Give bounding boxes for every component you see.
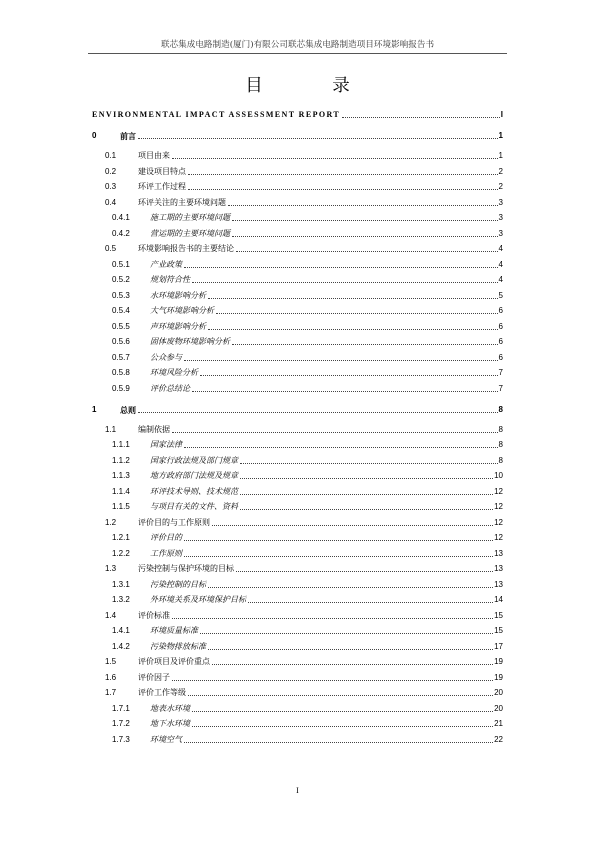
- toc-entry-page: 21: [494, 719, 503, 728]
- toc-entry-page: 4: [498, 259, 503, 269]
- toc-leader-dots: [138, 412, 498, 413]
- toc-entry-label: 环境空气: [150, 734, 182, 744]
- toc-entry[interactable]: [92, 164, 503, 177]
- toc-entry-page: 2: [498, 182, 503, 191]
- toc-leader-dots: [188, 695, 493, 696]
- toc-leader-dots: [192, 282, 498, 283]
- toc-entry-label: 公众参与: [150, 352, 182, 362]
- toc-leader-dots: [240, 463, 498, 464]
- toc-entry-label: 建设项目特点: [138, 166, 186, 176]
- toc-entry-page: 8: [498, 455, 503, 465]
- toc-entry[interactable]: [92, 716, 503, 729]
- toc-entry[interactable]: [92, 437, 503, 450]
- toc-entry[interactable]: [92, 179, 503, 192]
- toc-entry-page: 12: [494, 502, 503, 511]
- toc-leader-dots: [232, 236, 498, 237]
- toc-entry[interactable]: [92, 701, 503, 714]
- toc-leader-dots: [342, 117, 500, 118]
- toc-entry-number: 0.3: [105, 182, 117, 191]
- toc-leader-dots: [188, 189, 498, 190]
- toc-entry[interactable]: [92, 272, 503, 285]
- toc-leader-dots: [240, 509, 493, 510]
- toc-leader-dots: [236, 251, 498, 252]
- toc-entry-label: 项目由来: [138, 151, 170, 160]
- toc-entry-label: 规划符合性: [150, 275, 190, 284]
- toc-entry-label: 总则: [120, 404, 136, 415]
- toc-entry-label: 环评工作过程: [138, 182, 186, 191]
- toc-entry-label: 编制依据: [138, 424, 170, 434]
- toc-entry[interactable]: [92, 732, 503, 745]
- toc-entry[interactable]: [92, 608, 503, 621]
- toc-entry-label: 与项目有关的文件、资料: [150, 502, 238, 511]
- toc-entry-label: 评价工作等级: [138, 688, 186, 697]
- toc-leader-dots: [192, 711, 493, 712]
- toc-entry-page: 3: [498, 197, 503, 207]
- toc-entry-number: 0.5.8: [112, 368, 130, 377]
- toc-leader-dots: [172, 618, 493, 619]
- toc-entry[interactable]: [92, 226, 503, 239]
- toc-entry-label: 污染物排放标准: [150, 641, 206, 651]
- toc-leader-dots: [184, 556, 493, 557]
- toc-entry-page: 7: [498, 383, 503, 393]
- toc-entry-page: 8: [498, 440, 503, 449]
- toc-entry-label: 环境影响报告书的主要结论: [138, 244, 234, 253]
- toc-leader-dots: [232, 220, 498, 221]
- toc-entry-number: 1.7: [105, 688, 117, 697]
- toc-entry[interactable]: [92, 195, 503, 208]
- toc-entry-label: 产业政策: [150, 259, 182, 269]
- toc-entry[interactable]: [92, 654, 503, 667]
- toc-entry-page: 6: [498, 321, 503, 331]
- toc-entry-page: 4: [498, 244, 503, 253]
- toc-entry-label: 环境质量标准: [150, 626, 198, 635]
- toc-leader-dots: [236, 571, 493, 572]
- toc-entry-label: 评价总结论: [150, 383, 190, 393]
- page-header: 联芯集成电路制造(厦门)有限公司联芯集成电路制造项目环境影响报告书: [88, 38, 507, 54]
- toc-entry[interactable]: [92, 334, 503, 347]
- toc-entry-number: 0.2: [105, 166, 117, 176]
- toc-entry[interactable]: [92, 561, 503, 574]
- toc-entry-label: 大气环境影响分析: [150, 306, 214, 315]
- toc-entry-number: 0.5.7: [112, 352, 130, 362]
- toc-entry-page: 6: [498, 352, 503, 362]
- toc-entry-label: 环境风险分析: [150, 368, 198, 377]
- toc-entry[interactable]: [92, 530, 503, 543]
- toc-entry-label: 环评关注的主要环境问题: [138, 197, 226, 207]
- toc-entry[interactable]: [92, 453, 503, 466]
- toc-entry-label: ENVIRONMENTAL IMPACT ASSESSMENT REPORT: [92, 110, 341, 119]
- toc-entry[interactable]: [92, 468, 503, 481]
- toc-entry-label: 水环境影响分析: [150, 290, 206, 300]
- toc-leader-dots: [184, 360, 498, 361]
- toc-entry-page: 3: [498, 213, 503, 222]
- toc-entry-label: 施工期的主要环境问题: [150, 213, 230, 222]
- toc-entry-page: 13: [494, 579, 503, 589]
- toc-entry-number: 0.4: [105, 197, 117, 207]
- toc-entry-number: 1.2: [105, 517, 117, 527]
- toc-entry-label: 污染控制的目标: [150, 579, 206, 589]
- toc-entry-number: 1.1.4: [112, 486, 130, 496]
- toc-leader-dots: [200, 633, 493, 634]
- toc-leader-dots: [208, 329, 498, 330]
- toc-entry-number: 0.5.4: [112, 306, 130, 315]
- toc-entry[interactable]: [92, 148, 503, 161]
- toc-leader-dots: [232, 344, 498, 345]
- toc-entry-label: 前言: [120, 131, 136, 141]
- toc-entry-page: 12: [494, 533, 503, 542]
- toc-entry-number: 1.2.1: [112, 533, 130, 542]
- toc-entry[interactable]: [92, 639, 503, 652]
- toc-leader-dots: [228, 205, 498, 206]
- toc-entry-number: 1.2.2: [112, 548, 130, 558]
- toc-leader-dots: [192, 391, 498, 392]
- toc-entry-page: 8: [498, 424, 503, 434]
- toc-entry-page: 8: [498, 404, 503, 414]
- toc-entry-page: 10: [494, 471, 503, 480]
- toc-entry-number: 1.1.1: [112, 440, 130, 449]
- toc-entry[interactable]: [92, 685, 503, 698]
- toc-entry[interactable]: [92, 577, 503, 590]
- toc-entry-number: 1.4.2: [112, 641, 130, 651]
- toc-entry-label: 评价因子: [138, 672, 170, 682]
- toc-entry-number: 1.1.5: [112, 502, 130, 511]
- toc-entry-label: 污染控制与保护环境的目标: [138, 564, 234, 573]
- toc-entry-number: 1.5: [105, 657, 117, 666]
- toc-entry-number: 1.3.1: [112, 579, 130, 589]
- toc-entry-label: 地下水环境: [150, 719, 190, 728]
- toc-entry-label: 国家行政法规及部门规章: [150, 455, 238, 465]
- toc-entry-label: 评价标准: [138, 610, 170, 620]
- toc-entry-number: 0.1: [105, 151, 117, 160]
- toc-entry-number: 1.1.3: [112, 471, 130, 480]
- toc-entry[interactable]: [92, 402, 503, 415]
- toc-entry-label: 评价项目及评价重点: [138, 657, 210, 666]
- toc-leader-dots: [212, 525, 493, 526]
- toc-entry-label: 声环境影响分析: [150, 321, 206, 331]
- toc-entry-number: 0.5.6: [112, 337, 130, 346]
- toc-leader-dots: [200, 375, 498, 376]
- toc-entry-label: 地方政府部门法规及规章: [150, 471, 238, 480]
- toc-entry-number: 0.5.2: [112, 275, 130, 284]
- toc-leader-dots: [138, 138, 498, 139]
- toc-entry-page: 15: [494, 610, 503, 620]
- toc-entry[interactable]: [92, 107, 503, 120]
- toc-entry-page: I: [500, 110, 503, 119]
- toc-leader-dots: [208, 587, 493, 588]
- toc-entry-page: 12: [494, 486, 503, 496]
- toc-entry[interactable]: [92, 515, 503, 528]
- toc-entry-page: 19: [494, 657, 503, 666]
- toc-entry[interactable]: [92, 592, 503, 605]
- toc-entry-label: 评价目的: [150, 533, 182, 542]
- toc-leader-dots: [216, 313, 498, 314]
- toc-entry-number: 1.3.2: [112, 595, 130, 604]
- toc-entry-page: 1: [498, 151, 503, 160]
- toc-entry-page: 12: [494, 517, 503, 527]
- toc-entry-page: 19: [494, 672, 503, 682]
- toc-entry-page: 6: [498, 306, 503, 315]
- toc-entry-page: 6: [498, 337, 503, 346]
- page-number: I: [296, 786, 299, 795]
- toc-leader-dots: [184, 742, 493, 743]
- toc-entry-label: 营运期的主要环境问题: [150, 228, 230, 238]
- toc-entry-label: 地表水环境: [150, 703, 190, 713]
- toc-entry-page: 14: [494, 595, 503, 604]
- toc-entry-page: 20: [494, 688, 503, 697]
- toc-entry[interactable]: [92, 241, 503, 254]
- toc-entry-label: 国家法律: [150, 440, 182, 449]
- toc-entry-number: 0: [92, 131, 97, 140]
- toc-entry-page: 20: [494, 703, 503, 713]
- toc-entry[interactable]: [92, 350, 503, 363]
- toc-leader-dots: [192, 726, 493, 727]
- toc-entry-number: 0.5.9: [112, 383, 130, 393]
- toc-leader-dots: [212, 664, 493, 665]
- toc-leader-dots: [172, 680, 493, 681]
- toc-entry-number: 1.1: [105, 424, 117, 434]
- toc-entry-number: 1.4.1: [112, 626, 130, 635]
- toc-entry-number: 1.1.2: [112, 455, 130, 465]
- toc-leader-dots: [208, 298, 498, 299]
- toc-entry-number: 1.7.3: [112, 734, 130, 744]
- toc-entry[interactable]: [92, 257, 503, 270]
- toc-entry-label: 工作原则: [150, 548, 182, 558]
- toc-entry[interactable]: [92, 365, 503, 378]
- toc-entry[interactable]: [92, 484, 503, 497]
- toc-leader-dots: [184, 447, 498, 448]
- toc-entry-number: 1.7.2: [112, 719, 130, 728]
- toc-entry-number: 1: [92, 404, 97, 414]
- toc-entry-number: 1.7.1: [112, 703, 130, 713]
- toc-entry-page: 15: [494, 626, 503, 635]
- toc-entry-page: 17: [494, 641, 503, 651]
- toc-leader-dots: [240, 478, 493, 479]
- toc-entry-page: 13: [494, 564, 503, 573]
- toc-entry[interactable]: [92, 303, 503, 316]
- toc-leader-dots: [188, 174, 498, 175]
- toc-entry-page: 3: [498, 228, 503, 238]
- toc-entry[interactable]: [92, 128, 503, 141]
- toc-entry-label: 外环境关系及环境保护目标: [150, 595, 246, 604]
- toc-entry-number: 1.4: [105, 610, 117, 620]
- toc-leader-dots: [184, 540, 493, 541]
- toc-entry[interactable]: [92, 381, 503, 394]
- toc-entry-page: 5: [498, 290, 503, 300]
- toc-entry[interactable]: [92, 288, 503, 301]
- toc-entry-number: 0.5: [105, 244, 117, 253]
- toc-entry[interactable]: [92, 546, 503, 559]
- toc-entry[interactable]: [92, 210, 503, 223]
- toc-leader-dots: [172, 432, 498, 433]
- toc-entry[interactable]: [92, 670, 503, 683]
- toc-leader-dots: [208, 649, 493, 650]
- toc-leader-dots: [240, 494, 493, 495]
- toc-entry-page: 22: [494, 734, 503, 744]
- toc-entry-page: 1: [498, 131, 503, 140]
- toc-leader-dots: [184, 267, 498, 268]
- toc-entry-number: 0.5.3: [112, 290, 130, 300]
- toc-entry-number: 0.4.1: [112, 213, 130, 222]
- toc-entry-page: 4: [498, 275, 503, 284]
- toc-entry-label: 评价目的与工作原则: [138, 517, 210, 527]
- toc-entry-label: 环评技术导则、技术规范: [150, 486, 238, 496]
- toc-entry-number: 1.6: [105, 672, 117, 682]
- toc-entry-page: 13: [494, 548, 503, 558]
- toc-entry[interactable]: [92, 623, 503, 636]
- toc-entry-page: 7: [498, 368, 503, 377]
- toc-entry[interactable]: [92, 319, 503, 332]
- toc-entry-number: 0.4.2: [112, 228, 130, 238]
- toc-entry[interactable]: [92, 422, 503, 435]
- toc-entry-number: 0.5.5: [112, 321, 130, 331]
- toc-leader-dots: [248, 602, 493, 603]
- toc-entry-number: 0.5.1: [112, 259, 130, 269]
- toc-entry-label: 固体废物环境影响分析: [150, 337, 230, 346]
- toc-entry-number: 1.3: [105, 564, 117, 573]
- toc-entry[interactable]: [92, 499, 503, 512]
- toc-title: 目 录: [245, 76, 376, 96]
- toc-leader-dots: [172, 158, 498, 159]
- toc-entry-page: 2: [498, 166, 503, 176]
